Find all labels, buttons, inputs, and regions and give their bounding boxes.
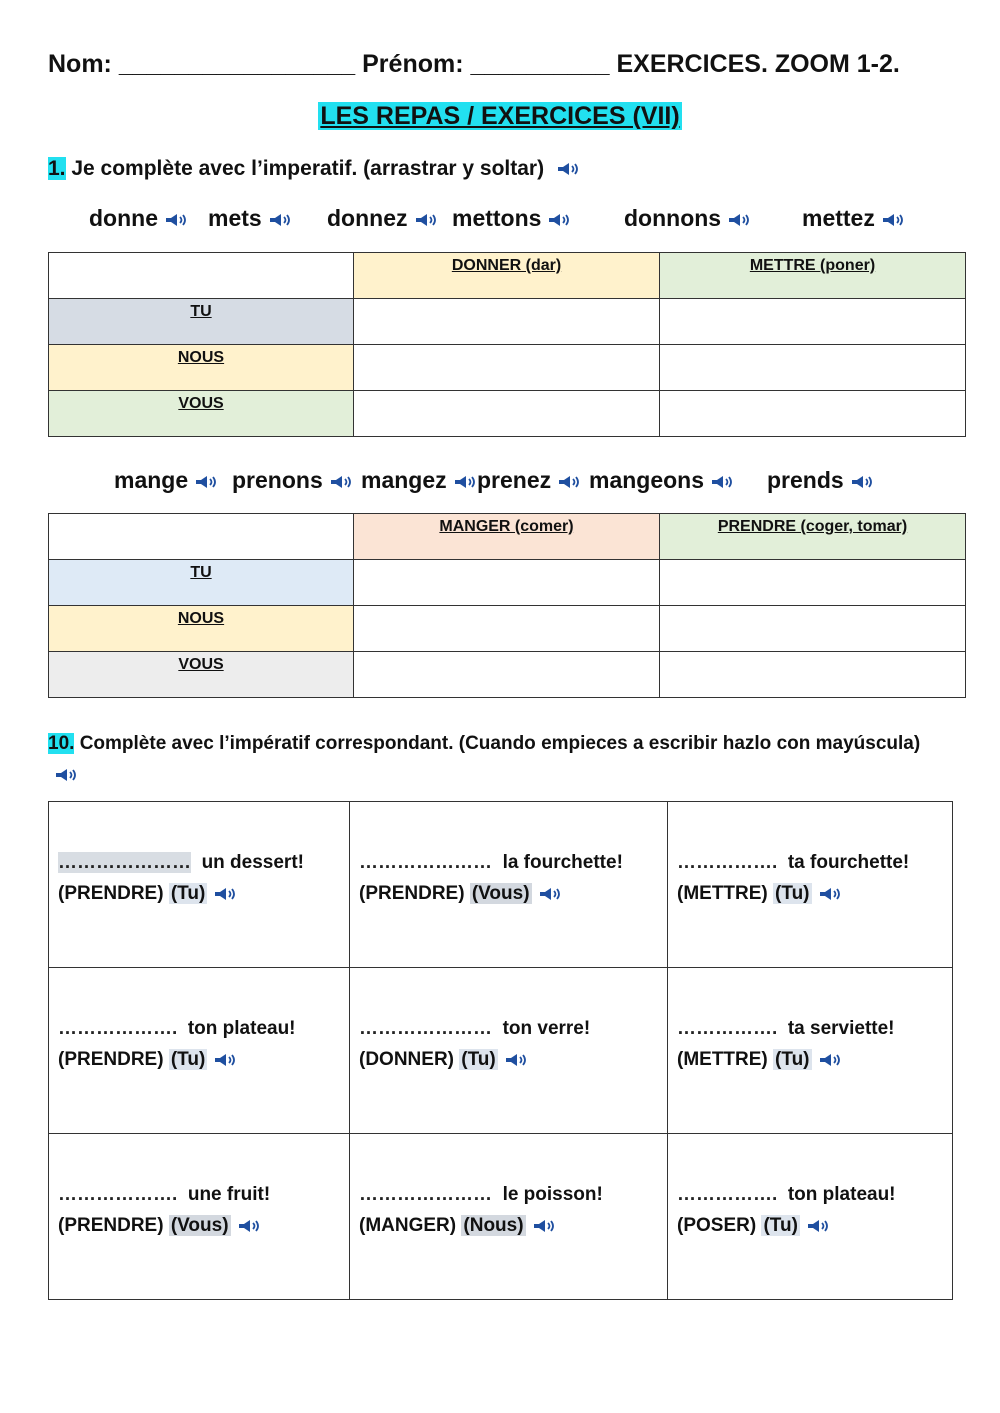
- exercise-cell: [668, 1134, 953, 1300]
- speaker-icon[interactable]: [329, 474, 353, 490]
- person-hint: (Vous): [471, 883, 530, 904]
- speaker-icon[interactable]: [213, 1052, 237, 1068]
- draggable-word[interactable]: mets: [208, 205, 292, 232]
- exercise-10-title: [48, 728, 928, 790]
- verb-hint: (DONNER): [359, 1049, 454, 1070]
- speaker-icon[interactable]: [818, 1052, 842, 1068]
- header-line: Nom: _________________ Prénom: __________ EXERCICES. ZOOM 1-2.: [48, 50, 900, 78]
- answer-blank[interactable]: ……………….: [58, 1018, 178, 1039]
- draggable-word[interactable]: prenons: [232, 467, 353, 494]
- column-header-prendre: PRENDRE (coger, tomar): [660, 514, 966, 560]
- exercise-cell: [49, 802, 350, 968]
- draggable-word[interactable]: mangez: [361, 467, 477, 494]
- verb-hint: (METTRE): [677, 883, 768, 904]
- exercise-cell: [668, 802, 953, 968]
- speaker-icon[interactable]: [727, 212, 751, 228]
- exercise-cell: [668, 968, 953, 1134]
- answer-blank[interactable]: …………………: [359, 852, 492, 873]
- speaker-icon[interactable]: [54, 767, 78, 783]
- sentence-text: une fruit!: [187, 1184, 271, 1205]
- drop-zone[interactable]: [354, 652, 660, 698]
- drop-zone[interactable]: [660, 606, 966, 652]
- speaker-icon[interactable]: [710, 474, 734, 490]
- drop-zone[interactable]: [354, 560, 660, 606]
- verb-hint: (MANGER): [359, 1215, 457, 1236]
- speaker-icon[interactable]: [194, 474, 218, 490]
- drop-zone[interactable]: [354, 391, 660, 437]
- drop-zone[interactable]: [660, 345, 966, 391]
- drop-zone[interactable]: [354, 345, 660, 391]
- sentence-text: le poisson!: [502, 1184, 603, 1205]
- exercise-cell: [350, 802, 668, 968]
- speaker-icon[interactable]: [850, 474, 874, 490]
- person-hint: (Tu): [170, 883, 206, 904]
- column-header-donner: DONNER (dar): [354, 253, 660, 299]
- verb-hint: (PRENDRE): [359, 883, 465, 904]
- speaker-icon[interactable]: [556, 161, 580, 177]
- person-hint: (Tu): [170, 1049, 206, 1070]
- speaker-icon[interactable]: [213, 886, 237, 902]
- row-header-nous: NOUS: [49, 606, 354, 652]
- exercise-10-grid: [48, 801, 953, 1300]
- exercise-cell: [350, 968, 668, 1134]
- speaker-icon[interactable]: [453, 474, 477, 490]
- speaker-icon[interactable]: [164, 212, 188, 228]
- speaker-icon[interactable]: [881, 212, 905, 228]
- exercise-cell: [350, 1134, 668, 1300]
- sentence-text: ta serviette!: [787, 1018, 895, 1039]
- drop-zone[interactable]: [660, 652, 966, 698]
- draggable-word[interactable]: mange: [114, 467, 218, 494]
- sentence-text: un dessert!: [201, 852, 304, 873]
- person-hint: (Tu): [775, 1049, 810, 1070]
- word-bank-1: [0, 205, 1000, 237]
- answer-blank[interactable]: …………….: [677, 1018, 778, 1039]
- person-hint: (Nous): [463, 1215, 524, 1236]
- speaker-icon[interactable]: [538, 886, 562, 902]
- sentence-text: la fourchette!: [502, 852, 623, 873]
- sentence-text: ta fourchette!: [787, 852, 910, 873]
- speaker-icon[interactable]: [504, 1052, 528, 1068]
- speaker-icon[interactable]: [547, 212, 571, 228]
- verb-hint: (PRENDRE): [58, 1049, 164, 1070]
- sentence-text: ton plateau!: [787, 1184, 896, 1205]
- row-header-tu: TU: [49, 299, 354, 345]
- sentence-text: ton plateau!: [187, 1018, 296, 1039]
- exercise-10-instruction: Complète avec l’impératif correspondant. (Cuando empieces a escribir hazlo con mayúscula): [79, 733, 921, 754]
- draggable-word[interactable]: prends: [767, 467, 874, 494]
- answer-blank[interactable]: …………………: [359, 1184, 492, 1205]
- speaker-icon[interactable]: [818, 886, 842, 902]
- verb-hint: (PRENDRE): [58, 883, 164, 904]
- drop-zone[interactable]: [660, 391, 966, 437]
- person-hint: (Vous): [170, 1215, 229, 1236]
- drop-zone[interactable]: [354, 606, 660, 652]
- verb-hint: (METTRE): [677, 1049, 768, 1070]
- speaker-icon[interactable]: [557, 474, 581, 490]
- row-header-vous: VOUS: [49, 652, 354, 698]
- row-header-nous: NOUS: [49, 345, 354, 391]
- conjugation-table-2: [48, 513, 966, 698]
- draggable-word[interactable]: donnons: [624, 205, 751, 232]
- draggable-word[interactable]: mettez: [802, 205, 905, 232]
- person-hint: (Tu): [461, 1049, 496, 1070]
- word-bank-2: [0, 467, 1000, 499]
- answer-blank[interactable]: …………………: [58, 852, 191, 873]
- speaker-icon[interactable]: [237, 1218, 261, 1234]
- draggable-word[interactable]: donne: [89, 205, 188, 232]
- answer-blank[interactable]: …………….: [677, 852, 778, 873]
- sentence-text: ton verre!: [502, 1018, 591, 1039]
- verb-hint: (POSER): [677, 1215, 757, 1236]
- exercise-1-instruction: Je complète avec l’imperatif. (arrastrar y soltar): [71, 157, 545, 180]
- exercise-10-number: 10.: [48, 733, 75, 754]
- speaker-icon[interactable]: [268, 212, 292, 228]
- draggable-word[interactable]: prenez: [477, 467, 581, 494]
- exercise-1-title: [48, 157, 580, 181]
- drop-zone[interactable]: [354, 299, 660, 345]
- draggable-word[interactable]: mangeons: [589, 467, 734, 494]
- row-header-tu: TU: [49, 560, 354, 606]
- draggable-word[interactable]: donnez: [327, 205, 438, 232]
- column-header-mettre: METTRE (poner): [660, 253, 966, 299]
- answer-blank[interactable]: ……………….: [58, 1184, 178, 1205]
- person-hint: (Tu): [763, 1215, 798, 1236]
- exercise-1-number: 1.: [48, 157, 66, 180]
- verb-hint: (PRENDRE): [58, 1215, 164, 1236]
- page-title: LES REPAS / EXERCICES (VII): [320, 102, 680, 130]
- drop-zone[interactable]: [660, 560, 966, 606]
- exercise-cell: [49, 1134, 350, 1300]
- person-hint: (Tu): [775, 883, 810, 904]
- answer-blank[interactable]: …………….: [677, 1184, 778, 1205]
- column-header-manger: MANGER (comer): [354, 514, 660, 560]
- drop-zone[interactable]: [660, 299, 966, 345]
- table-corner: [49, 253, 354, 299]
- exercise-cell: [49, 968, 350, 1134]
- speaker-icon[interactable]: [806, 1218, 830, 1234]
- answer-blank[interactable]: …………………: [359, 1018, 492, 1039]
- speaker-icon[interactable]: [414, 212, 438, 228]
- table-corner: [49, 514, 354, 560]
- draggable-word[interactable]: mettons: [452, 205, 571, 232]
- speaker-icon[interactable]: [532, 1218, 556, 1234]
- conjugation-table-1: [48, 252, 966, 437]
- row-header-vous: VOUS: [49, 391, 354, 437]
